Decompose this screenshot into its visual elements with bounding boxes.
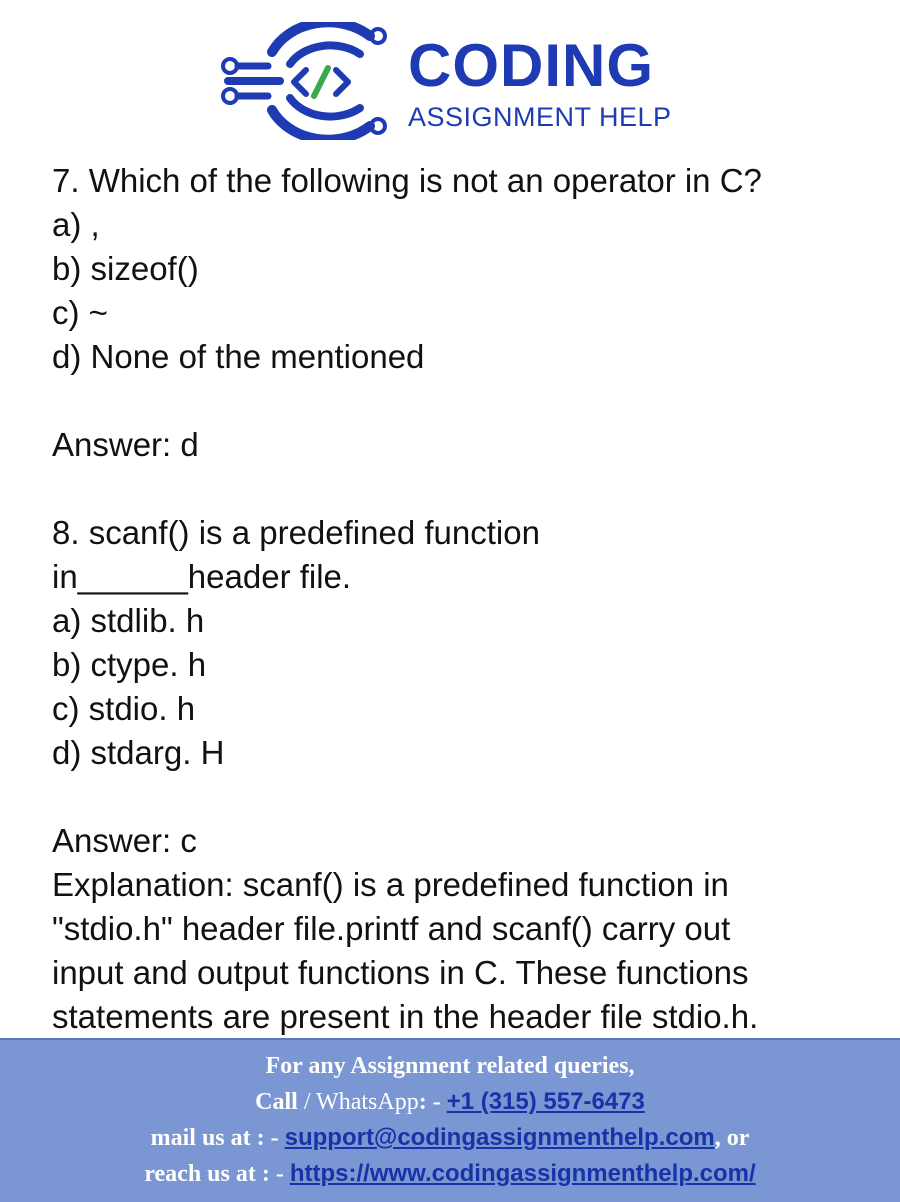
logo-title: CODING xyxy=(408,32,654,99)
website-link[interactable]: https://www.codingassignmenthelp.com/ xyxy=(289,1160,756,1187)
q8-explanation-line3: input and output functions in C. These functions xyxy=(52,954,749,991)
question-8-line2: in______header file. xyxy=(52,558,352,595)
q7-option-c: c) ~ xyxy=(52,294,108,331)
email-link[interactable]: support@codingassignmenthelp.com xyxy=(284,1124,715,1151)
q8-explanation-line2: "stdio.h" header file.printf and scanf() carry out xyxy=(52,910,731,947)
circuit-code-icon xyxy=(220,22,390,140)
q8-explanation-line4: statements are present in the header file stdio.h. xyxy=(52,998,759,1035)
q8-option-d: d) stdarg. H xyxy=(52,734,225,771)
mail-suffix: , or xyxy=(714,1125,750,1151)
call-separator: / xyxy=(297,1089,317,1115)
logo xyxy=(220,22,690,140)
call-label: Call xyxy=(255,1089,298,1115)
logo-subtitle: ASSIGNMENT HELP xyxy=(408,102,672,132)
q8-explanation-line1: Explanation: scanf() is a predefined function in xyxy=(52,866,729,903)
whatsapp-label: WhatsApp xyxy=(316,1089,419,1115)
call-suffix: : - xyxy=(418,1089,447,1115)
q8-option-a: a) stdlib. h xyxy=(52,602,205,639)
q7-option-b: b) sizeof() xyxy=(52,250,199,287)
q8-option-c: c) stdio. h xyxy=(52,690,196,727)
mail-label: mail us at : - xyxy=(150,1125,285,1151)
question-8-line1: 8. scanf() is a predefined function xyxy=(52,514,540,551)
footer-mail-line xyxy=(0,1120,900,1156)
q7-answer: Answer: d xyxy=(52,426,199,463)
footer-queries-line: For any Assignment related queries, xyxy=(265,1053,635,1079)
q8-answer: Answer: c xyxy=(52,822,197,859)
quiz-content xyxy=(52,159,872,1039)
question-7: 7. Which of the following is not an operator in C? xyxy=(52,162,762,199)
reach-label: reach us at : - xyxy=(144,1161,290,1187)
footer-reach-line xyxy=(0,1156,900,1192)
q7-option-a: a) , xyxy=(52,206,100,243)
q8-option-b: b) ctype. h xyxy=(52,646,207,683)
q7-option-d: d) None of the mentioned xyxy=(52,338,425,375)
phone-link[interactable]: +1 (315) 557-6473 xyxy=(446,1088,645,1115)
contact-footer xyxy=(0,1038,900,1202)
footer-call-line xyxy=(0,1084,900,1120)
